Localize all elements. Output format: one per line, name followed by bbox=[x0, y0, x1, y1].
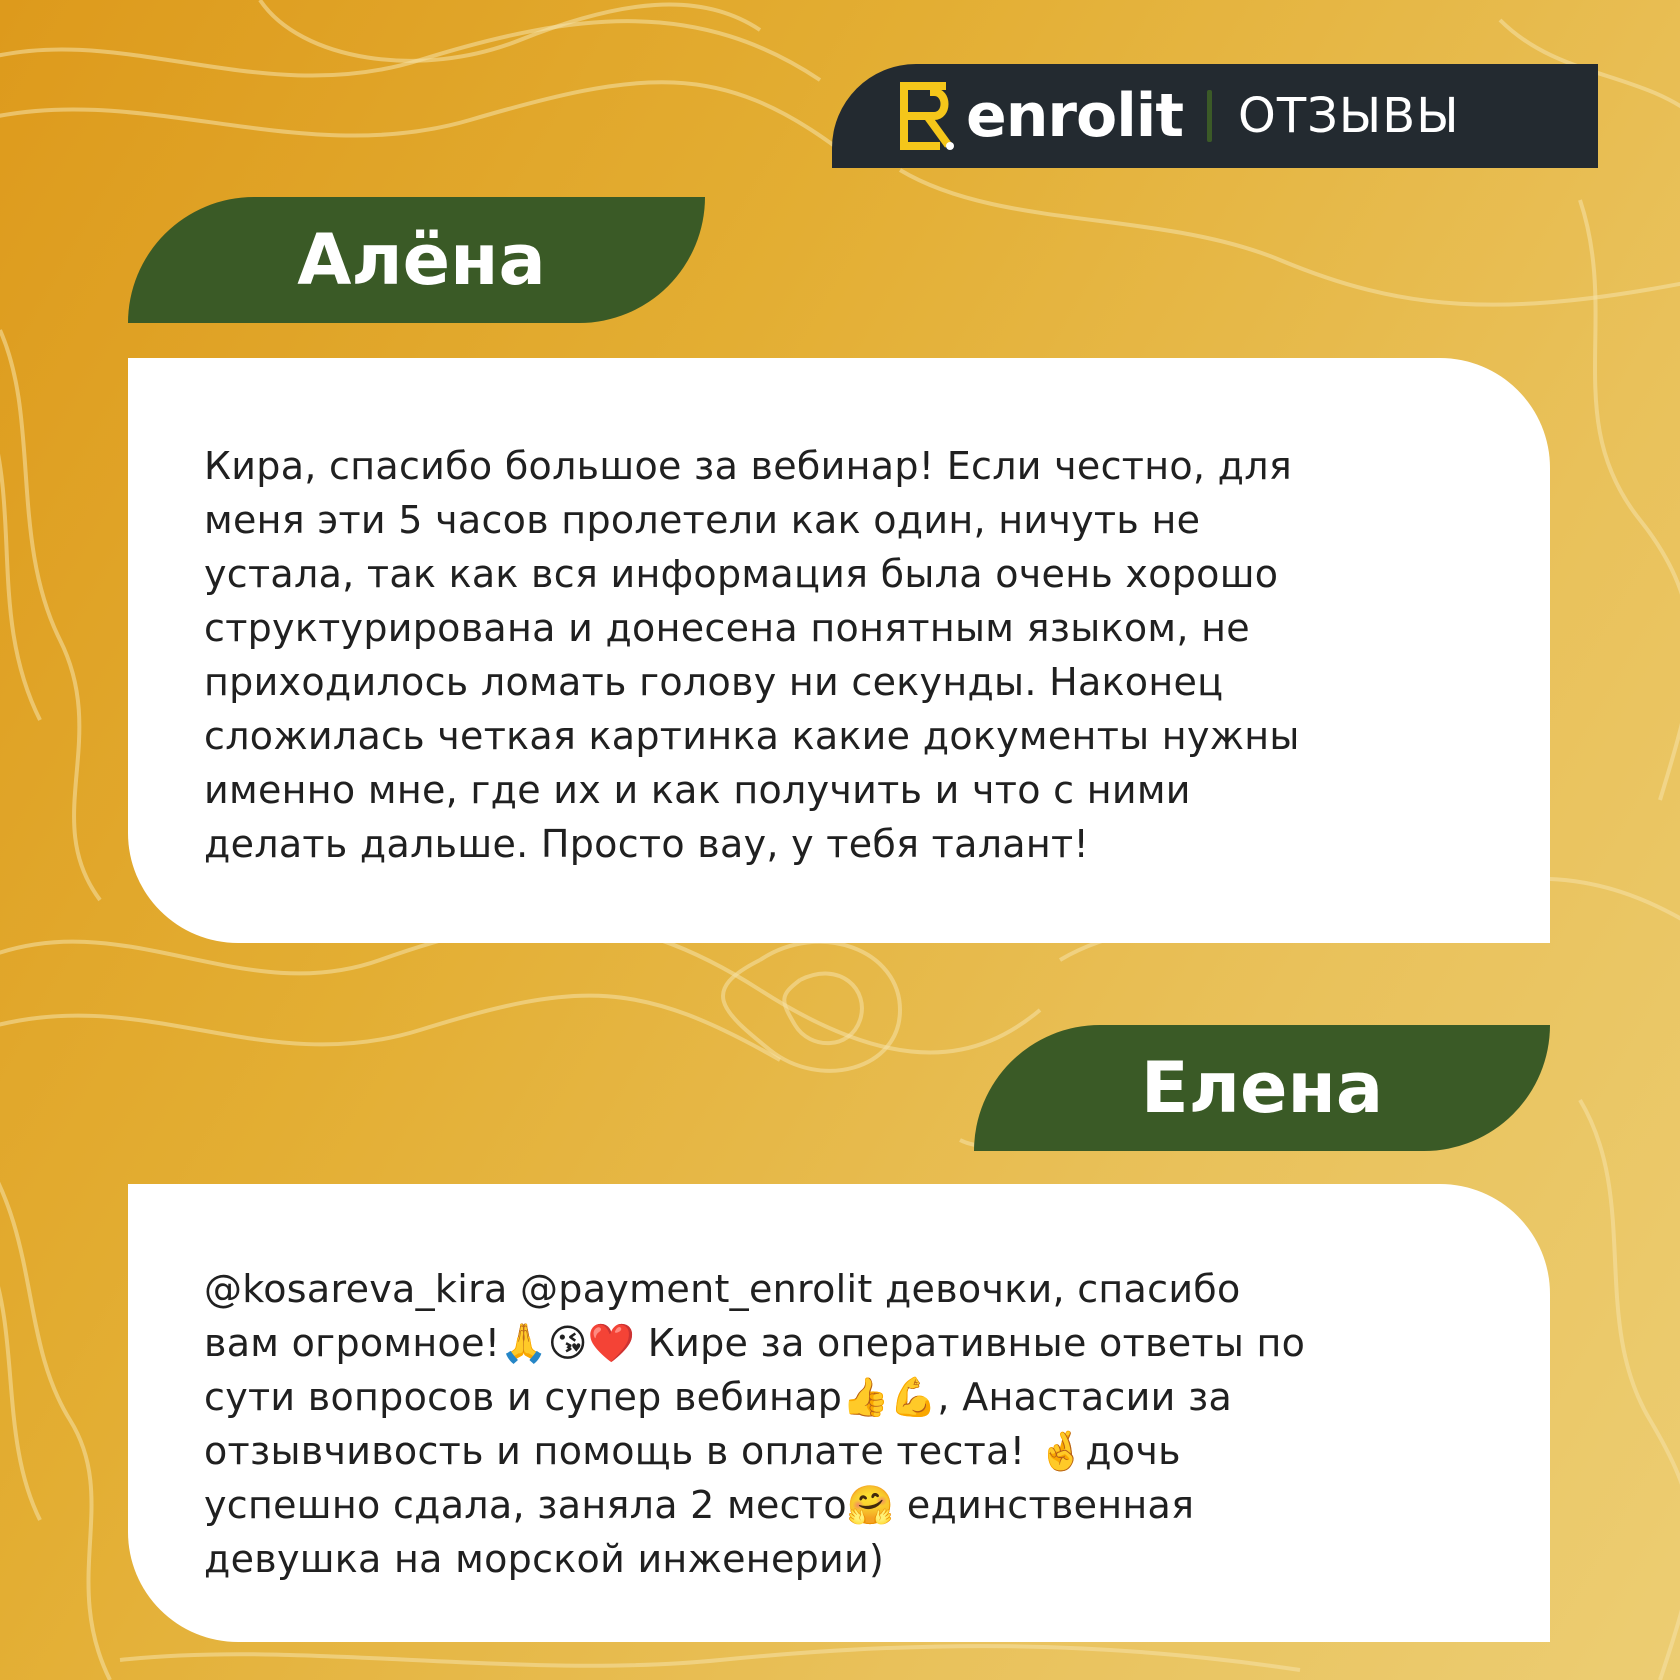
brand-header-bar bbox=[832, 64, 1598, 168]
reviewer-name-tab-2 bbox=[974, 1025, 1550, 1151]
header-divider bbox=[1207, 90, 1212, 142]
review-text: Кира, спасибо большое за вебинар! Если честно, для меня эти 5 часов пролетели как один, ничуть не устала, так как вся информация была очень хорошо структурирована и донесена понятным языком, не приходилось ломать голову ни секунды. Наконец сложилась четкая картинка какие документы нужны именно мне, где их и как получить и что с ними делать дальше. Просто вау, у тебя талант! bbox=[204, 444, 1300, 866]
review-card-1 bbox=[128, 358, 1550, 943]
review-text: @kosareva_kira @payment_enrolit девочки, спасибо вам огромное!🙏😘❤️ Кире за оперативные ответы по сути вопросов и супер вебинар👍💪, Анастасии за отзывчивость и помощь в оплате теста! 🤞дочь успешно сдала, заняла 2 место🤗 единственная девушка на морской инженерии) bbox=[204, 1267, 1306, 1581]
enrolit-logo-icon bbox=[898, 80, 956, 152]
section-title: ОТЗЫВЫ bbox=[1238, 88, 1460, 144]
review-card-2 bbox=[128, 1184, 1550, 1642]
reviewer-name-tab-1 bbox=[128, 197, 705, 323]
brand-name: enrolit bbox=[966, 81, 1184, 151]
reviewer-name: Алёна bbox=[297, 219, 546, 301]
reviewer-name: Елена bbox=[1140, 1047, 1384, 1129]
